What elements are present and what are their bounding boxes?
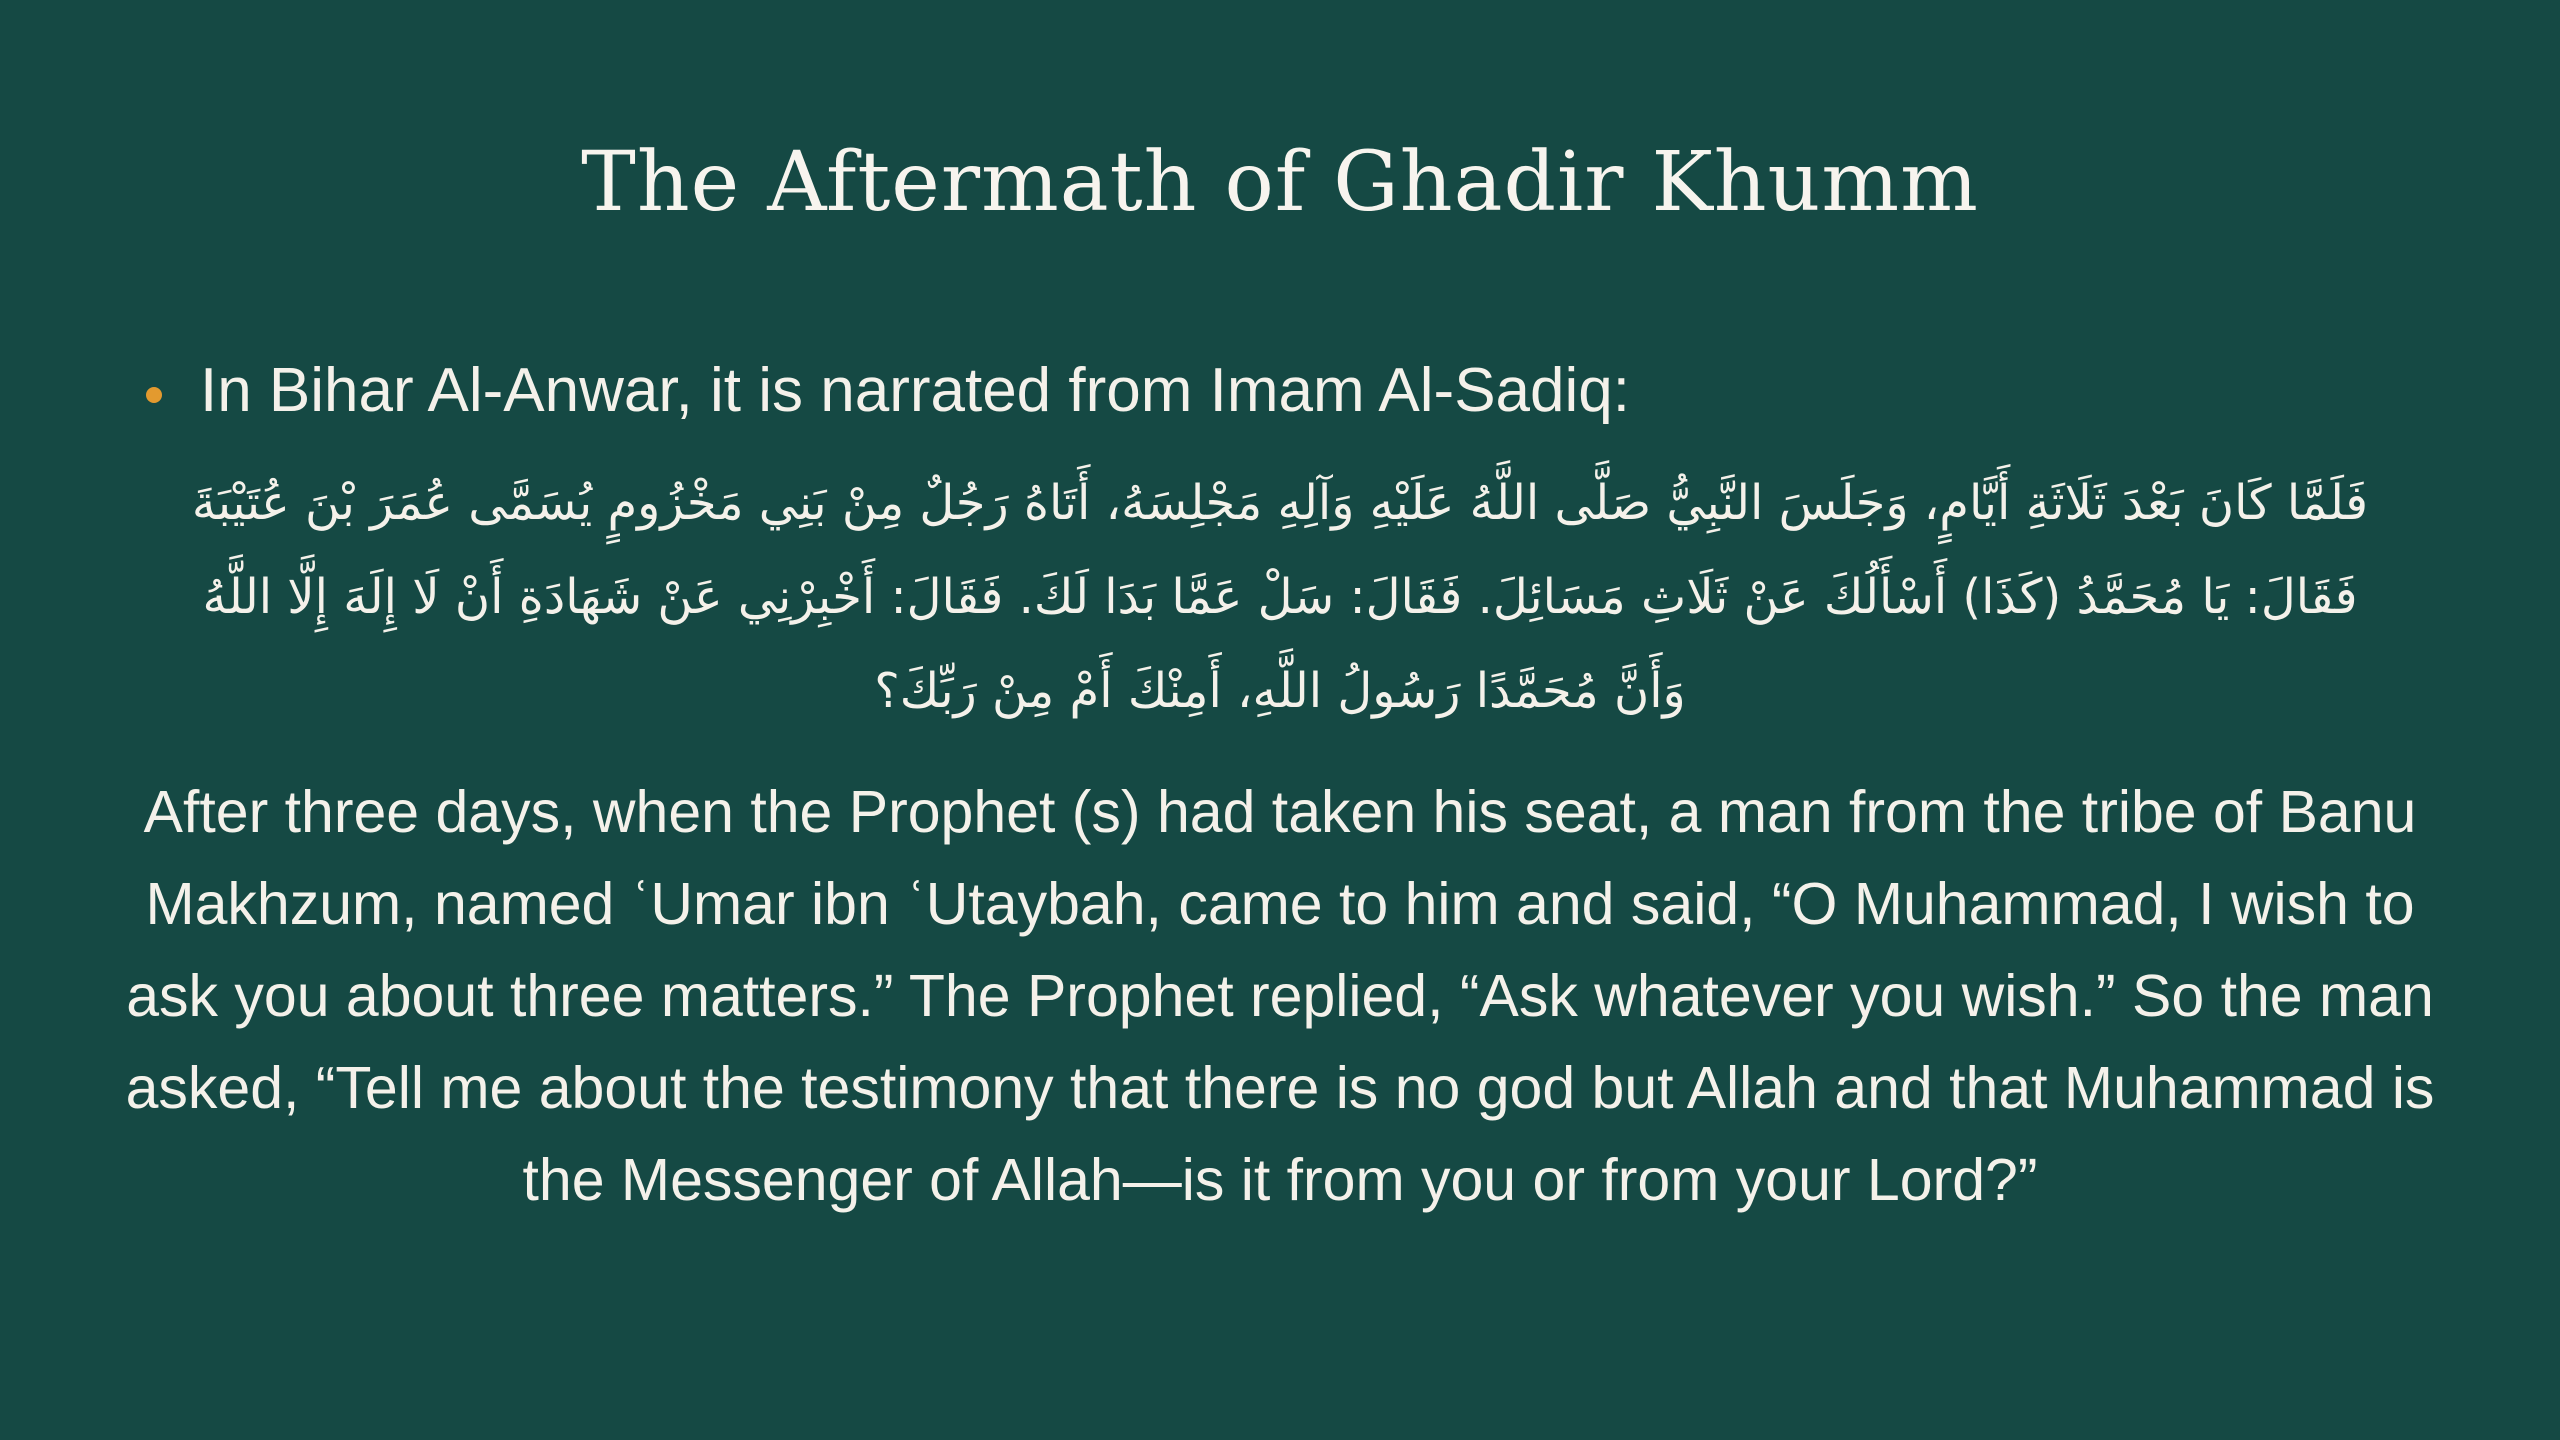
bullet-item <box>146 350 2446 432</box>
slide-title: The Aftermath of Ghadir Khumm <box>581 135 1979 230</box>
bullet-text: In Bihar Al-Anwar, it is narrated from Imam Al-Sadiq: <box>200 356 1630 425</box>
bullet-icon <box>146 387 162 403</box>
english-translation: After three days, when the Prophet (s) had taken his seat, a man from the tribe of Banu Makhzum, named ʿUmar ibn ʿUtaybah, came to him and said, “O Muhammad, I wish to ask you about three matters.” The Prophet replied, “Ask whatever you wish.” So the man asked, “Tell me about the testimony that there is no god but Allah and that Muhammad is the Messenger of Allah—is it from you or from your Lord?” <box>125 779 2435 1213</box>
arabic-quote: فَلَمَّا كَانَ بَعْدَ ثَلَاثَةِ أَيَّامٍ، وَجَلَسَ النَّبِيُّ صَلَّى اللَّهُ عَلَيْهِ وَآلِهِ مَجْلِسَهُ، أَتَاهُ رَجُلٌ مِنْ بَنِي مَخْزُومٍ يُسَمَّى عُمَرَ بْنَ عُتَيْبَةَ فَقَالَ: يَا مُحَمَّدُ (كَذَا) أَسْأَلُكَ عَنْ ثَلَاثِ مَسَائِلَ. فَقَالَ: سَلْ عَمَّا بَدَا لَكَ. فَقَالَ: أَخْبِرْنِي عَنْ شَهَادَةِ أَنْ لَا إِلَهَ إِلَّا اللَّهُ وَأَنَّ مُحَمَّدًا رَسُولُ اللَّهِ، أَمِنْكَ أَمْ مِنْ رَبِّكَ؟ <box>191 475 2369 719</box>
